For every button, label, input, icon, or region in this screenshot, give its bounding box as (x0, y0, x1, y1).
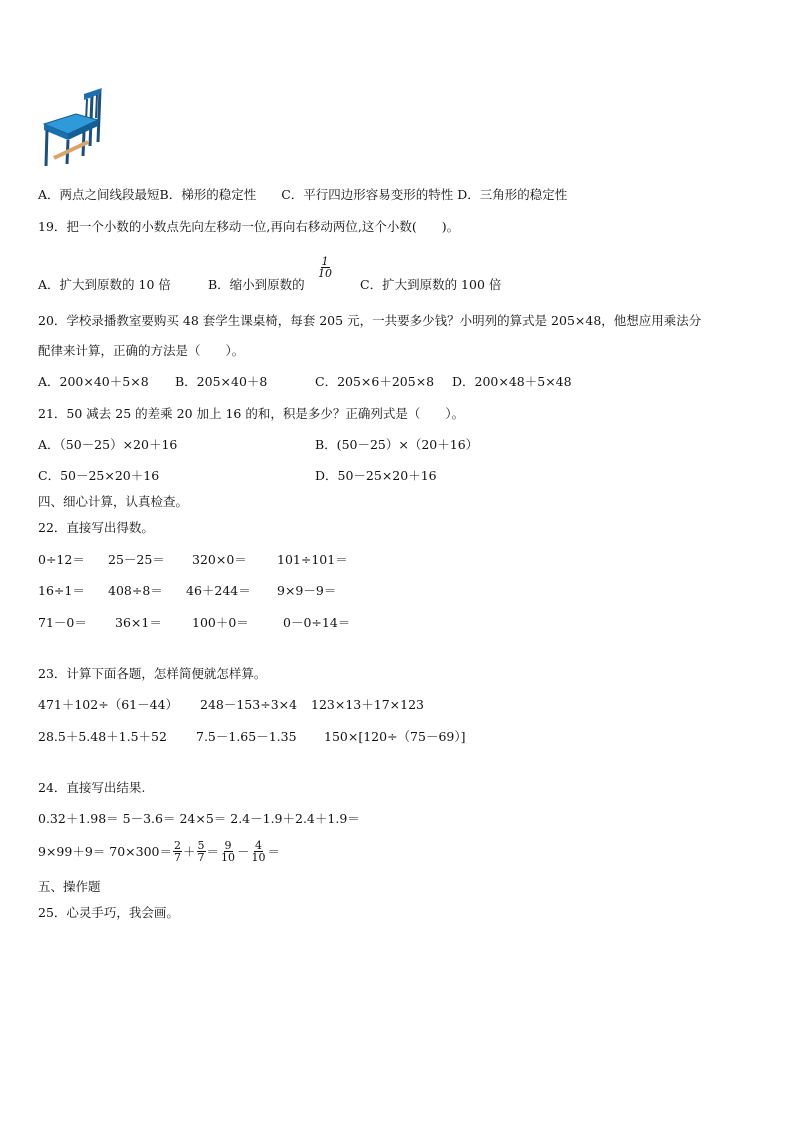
q23-item: 471＋102÷（61－44） (38, 697, 179, 712)
q23-item: 150×[120÷（75－69）] (324, 729, 466, 744)
q22-item: 25－25＝ (108, 552, 165, 567)
q19-option-a: A．扩大到原数的 10 倍 (38, 277, 171, 292)
fraction-numerator: 1 (321, 255, 329, 268)
fraction-numerator: 4 (255, 839, 263, 852)
q23-item: 7.5－1.65－1.35 (196, 729, 297, 744)
fraction-denominator: 7 (197, 851, 205, 864)
fraction-denominator: 10 (221, 851, 236, 864)
q22-item: 46＋244＝ (186, 583, 251, 598)
q21-option-b: B．(50－25）×（20＋16） (315, 437, 479, 452)
fraction-5-7 (197, 840, 206, 863)
q20-option-d: D．200×48＋5×48 (452, 374, 572, 389)
q20-option-b: B．205×40＋8 (175, 374, 268, 389)
fraction-2-7 (173, 840, 182, 863)
q22-item: 408÷8＝ (108, 583, 163, 598)
q20-option-c: C．205×6＋205×8 (315, 374, 435, 389)
minus-sign: － (237, 843, 250, 859)
fraction-denominator: 10 (251, 851, 266, 864)
q22-item: 16÷1＝ (38, 583, 85, 598)
fraction-4-10 (251, 840, 267, 863)
q19-option-c: C．扩大到原数的 100 倍 (360, 277, 502, 292)
q22-item: 71－0＝ (38, 615, 87, 630)
plus-sign: ＋ (183, 843, 196, 859)
q23-stem: 23．计算下面各题，怎样简便就怎样算。 (38, 666, 267, 681)
q21-stem: 21．50 减去 25 的差乘 20 加上 16 的和，积是多少？正确列式是（ ）。 (38, 406, 465, 421)
q22-item: 100＋0＝ (192, 615, 249, 630)
q23-item: 123×13＋17×123 (311, 697, 424, 712)
q22-item: 0÷12＝ (38, 552, 85, 567)
q22-item: 320×0＝ (192, 552, 247, 567)
q23-item: 248－153÷3×4 (200, 697, 298, 712)
section-5-heading: 五、操作题 (38, 879, 101, 894)
q24-stem: 24．直接写出结果. (38, 780, 146, 795)
q25-stem: 25．心灵手巧，我会画。 (38, 905, 179, 920)
fraction-numerator: 9 (224, 839, 232, 852)
fraction-denominator: 10 (318, 267, 332, 280)
q19-option-b-fraction (317, 256, 333, 279)
fraction-numerator: 2 (174, 839, 181, 852)
fraction-numerator: 5 (197, 839, 205, 852)
q18-options: A．两点之间线段最短B．梯形的稳定性 C．平行四边形容易变形的特性 D．三角形的稳定性 (38, 187, 568, 202)
q22-item: 101÷101＝ (277, 552, 348, 567)
q22-item: 36×1＝ (115, 615, 162, 630)
q21-option-d: D．50－25×20＋16 (315, 468, 437, 483)
chair-illustration (40, 86, 106, 168)
q22-stem: 22．直接写出得数。 (38, 520, 154, 535)
fraction-9-10 (220, 840, 236, 863)
q19-option-b-text: B．缩小到原数的 (208, 277, 305, 292)
q22-item: 9×9－9＝ (277, 583, 337, 598)
q20-stem-line2: 配律来计算，正确的方法是（ ）。 (38, 343, 245, 358)
q21-option-c: C．50－25×20＋16 (38, 468, 160, 483)
equals-sign: ＝ (267, 843, 281, 859)
fraction-denominator: 7 (174, 851, 181, 864)
q20-stem-line1: 20．学校录播教室要购买 48 套学生课桌椅，每套 205 元，一共要多少钱？小明列的算式是 205×48，他想应用乘法分 (38, 313, 702, 328)
equals-sign: ＝ (206, 843, 220, 859)
q21-option-a: A．（50－25）×20＋16 (38, 437, 178, 452)
q23-item: 28.5＋5.48＋1.5＋52 (38, 729, 167, 744)
q19-stem: 19．把一个小数的小数点先向左移动一位,再向右移动两位,这个小数( )。 (38, 219, 460, 234)
q24-row2-text: 9×99＋9＝ 70×300＝ (38, 843, 172, 859)
section-4-heading: 四、细心计算，认真检查。 (38, 494, 189, 509)
q24-row2 (38, 840, 280, 863)
q20-option-a: A．200×40＋5×8 (38, 374, 149, 389)
q24-row1: 0.32＋1.98＝ 5－3.6＝ 24×5＝ 2.4－1.9＋2.4＋1.9＝ (38, 811, 360, 826)
q22-item: 0－0÷14＝ (283, 615, 351, 630)
